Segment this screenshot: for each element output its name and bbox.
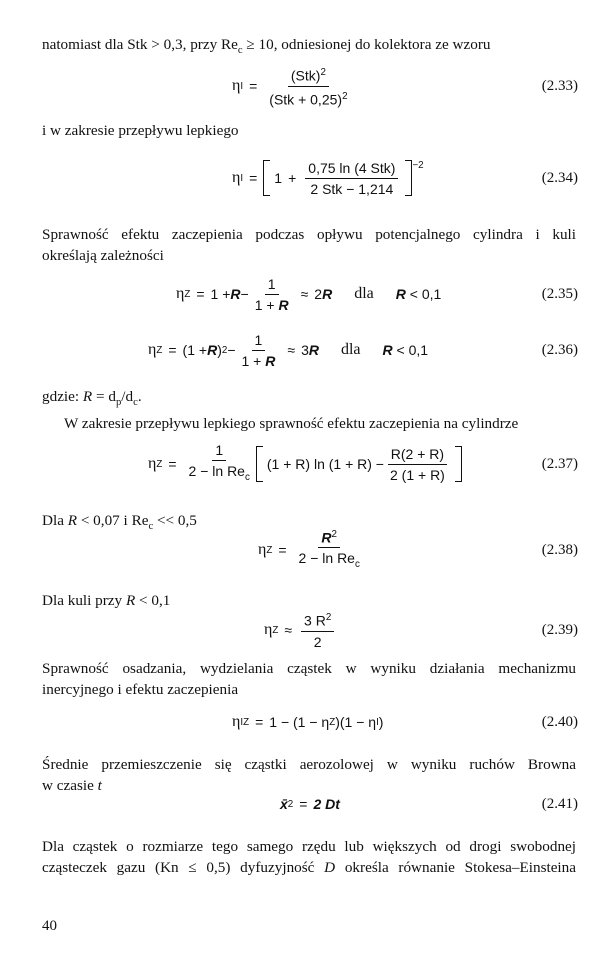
fraction: $\frac{R(2 + R)}{2 (1 + R)}$ — [387, 446, 448, 483]
equation-2-36: η Z = (1 + R ) 2 − $\frac{1}{1 + R}$ ≈ 3 R dla R < 0,1 (2.36) — [148, 331, 578, 369]
equation-2-33: η I = $\frac{(Stk)^2}{(Stk + 0,25)^2}$ (2.33) — [232, 66, 578, 108]
equation-2-38: η Z = $\frac{R^2}{2 - \ln Re_c}$ (2.38) — [0, 530, 616, 570]
equation-number: (2.37) — [541, 455, 578, 472]
equation-number: (2.39) — [541, 621, 578, 638]
fraction: $\frac{3 R^2}{2}$ — [301, 610, 334, 650]
equation-number: (2.34) — [541, 169, 578, 186]
equation-2-37: η Z = $\frac{1}{2 - \ln Re_c}$ (1 + R) ln (1 + R) − $\frac{R(2 + R)}{2 (1 + R)}$ (2.37) — [0, 444, 616, 484]
equation-2-40: η IZ = 1 − (1 − η Z )(1 − η I ) (2.40) — [0, 702, 616, 742]
fraction: $\frac{1}{2 - \ln Re_c}$ — [188, 442, 250, 483]
equation-2-41: x̄ 2 = 2 Dt (2.41) — [0, 784, 616, 824]
equation-number: (2.41) — [541, 795, 578, 812]
paragraph-intro: natomiast dla Stk > 0,3, przy $Re_c \ge 10$, odniesionej do kolektora ze wzoru — [42, 36, 491, 57]
right-bracket — [455, 446, 462, 482]
left-bracket — [256, 446, 263, 482]
paragraph-interception: Sprawność efektu zaczepienia podczas opływu potencjalnego cylindra i kuli określają zależności — [42, 226, 576, 264]
paragraph-viscous: i w zakresie przepływu lepkiego — [42, 122, 239, 139]
fraction: $\frac{(Stk)^2}{(Stk + 0,25)^2}$ — [269, 66, 348, 108]
fraction: $\frac{\text{0,75 ln (4 Stk)}}{\text{2 Stk − 1,214}}$ — [305, 160, 398, 197]
equation-2-39: η Z ≈ $\frac{3 R^2}{2}$ (2.39) — [0, 610, 616, 650]
fraction: $\frac{1}{1 + R}$ — [241, 331, 276, 369]
left-bracket — [263, 160, 270, 196]
paragraph-where: gdzie: $R = d_p/d_c$. W zakresie przepływu lepkiego sprawność efektu zaczepienia na cylindrze — [42, 388, 519, 433]
paragraph-stokes-einstein: Dla cząstek o rozmiarze tego samego rzędu lub większych od drogi swobodnej cząsteczek gazu (Kn ≤ 0,5) dyfuzyjność D określa równanie Stokesa–Einsteina — [42, 838, 576, 876]
equation-number: (2.40) — [541, 713, 578, 730]
paragraph-cylinder-low-R: Dla R < 0,07 i $Re_c << 0,5$ — [42, 512, 197, 533]
page-number: 40 — [42, 918, 57, 934]
paragraph-brownian: Średnie przemieszczenie się cząstki aerozolowej w wyniku ruchów Browna w czasie t — [42, 756, 576, 794]
equation-number: (2.35) — [541, 285, 578, 302]
paragraph-deposition: Sprawność osadzania, wydzielania cząstek w wyniku działania mechanizmu inercyjnego i efektu zaczepienia — [42, 660, 576, 698]
fraction: $\frac{1}{1 + R}$ — [254, 275, 289, 313]
fraction: $\frac{R^2}{2 - \ln Re_c}$ — [298, 528, 360, 571]
equation-2-35: η Z = 1 + R − $\frac{1}{1 + R}$ ≈ 2 R dla R < 0,1 (2.35) — [176, 275, 578, 313]
paragraph-sphere: Dla kuli przy R < 0,1 — [42, 592, 171, 609]
equation-number: (2.36) — [541, 341, 578, 358]
equation-number: (2.33) — [541, 77, 578, 94]
equation-number: (2.38) — [541, 541, 578, 558]
right-bracket — [405, 160, 412, 196]
equation-2-34: η I = 1 + $\frac{\text{0,75 ln (4 Stk)}}{\text{2 Stk − 1,214}}$ $^{-2}$ (2.34) — [232, 159, 578, 197]
